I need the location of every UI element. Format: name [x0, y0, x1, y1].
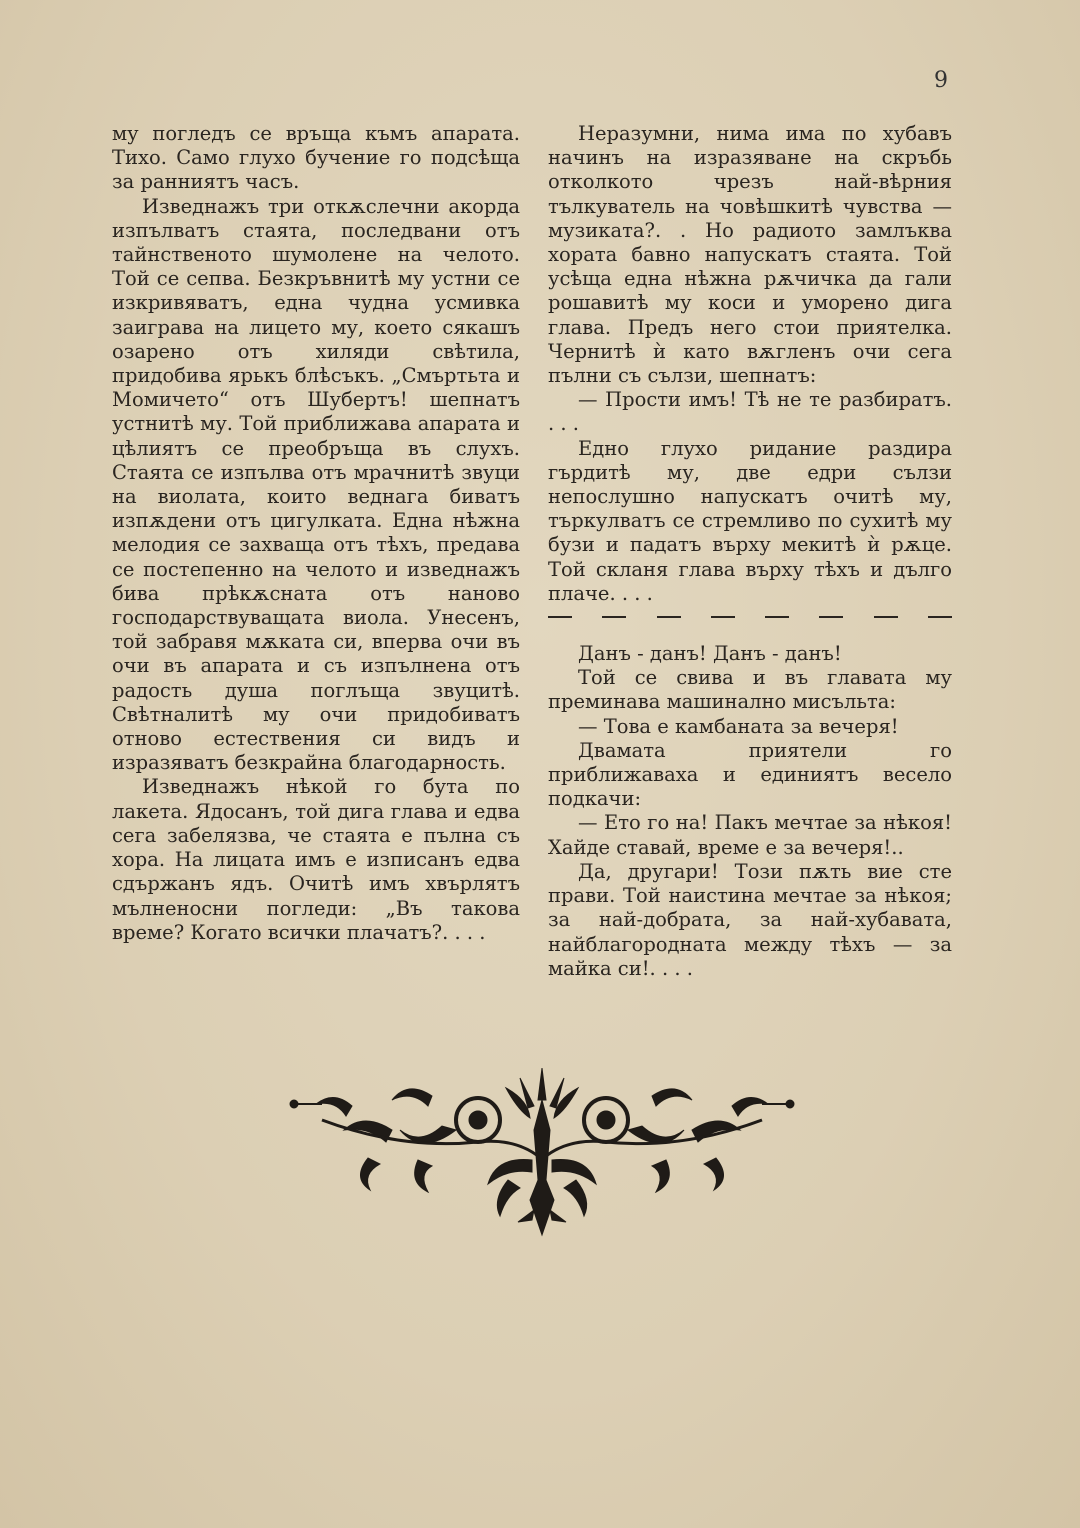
paragraph: Данъ - данъ! Данъ - данъ!	[578, 642, 842, 666]
paragraph: Изведнажъ три откѫслечни акорда изпълватъ стаята, последвани отъ тайнственото шумолене на челото. Той се сепва. Безкръвнитѣ му устни се изкривяватъ, една чудна усмивка заиграва на лицето му, което сякашъ озарено отъ хиляди свѣтила, придобива ярькъ блѣсъкъ. „Смъртьта и Момичето“ отъ Шубертъ! шепнатъ устнитѣ му. Той приближава апарата и цѣлиятъ се преобръща въ слухъ. Стаята се изпълва отъ мрачнитѣ звуци на виолата, които веднага биватъ изпѫдени отъ цигулката. Една нѣжна мелодия се захваща отъ тѣхъ, предава се постепенно на челото и изведнажъ бива прѣкѫсната отъ наново господарствуващата виола. Унесенъ, той забравя мѫката си, вперва очи въ очи въ апарата и съ изпълнена отъ радость душа поглъща звуцитѣ. Свѣтналитѣ му очи придобиватъ отново естествения си видъ и изразяватъ безкрайна благодарность.	[112, 194, 520, 775]
left-column	[112, 122, 520, 945]
dash	[657, 616, 681, 618]
paragraph: Да, другари! Този пѫть вие сте прави. Той наистина мечтае за нѣкоя; за най-добрата, за най-хубавата, найблагородната между тѣхъ — за майка си!. . . .	[548, 859, 952, 980]
floral-vignette-icon	[282, 1060, 802, 1250]
dash	[819, 616, 843, 618]
dash-separator	[548, 616, 952, 618]
paragraph: — Ето го на! Пакъ мечтае за нѣкоя! Хайде ставай, време е за вечеря!..	[548, 811, 952, 859]
paragraph: Едно глухо ридание раздира гърдитѣ му, две едри сълзи непослушно напускатъ очитѣ му, търкулватъ се стремливо по сухитѣ му бузи и падатъ върху мекитѣ ѝ рѫце. Той скланя глава върху тѣхъ и дълго плаче. . . .	[548, 436, 952, 605]
dash	[602, 616, 626, 618]
dash	[548, 616, 572, 618]
right-column	[548, 122, 952, 981]
paragraph: му погледъ се връща къмъ апарата. Тихо. Само глухо бучение го подсѣща за ранниятъ часъ.	[112, 122, 520, 194]
dash	[874, 616, 898, 618]
dash	[711, 616, 735, 618]
paragraph: Неразумни, нима има по хубавъ начинъ на изразяване на скръбь отколкото чрезъ най-вѣрния тълкуватель на човѣшкитѣ чувства — музиката?. . Но радиото замлъква хората бавно напускатъ стаята. Той усѣща една нѣжна рѫчичка да гали рошавитѣ му коси и уморено дига глава. Предъ него стои приятелка. Чернитѣ ѝ като вѫгленъ очи сега пълни съ сълзи, шепнатъ:	[548, 122, 952, 388]
page-number: 9	[934, 68, 948, 93]
dash	[928, 616, 952, 618]
paragraph: — Това е камбаната за вечеря!	[578, 714, 899, 738]
paragraph: Двамата приятели го приближаваха и единиятъ весело подкачи:	[548, 738, 952, 811]
paragraph: — Прости имъ! Тѣ не те разбиратъ. . . .	[548, 388, 952, 436]
dash	[765, 616, 789, 618]
paragraph: Изведнажъ нѣкой го бута по лакета. Ядосанъ, той дига глава и едва сега забелязва, че стаята е пълна съ хора. На лицата имъ е изписанъ едва сдържанъ ядъ. Очитѣ имъ хвърлятъ мълненосни погледи: „Въ такова време? Когато всички плачатъ?. . . .	[112, 775, 520, 944]
paragraph: Той се свива и въ главата му преминава машинално мисъльта:	[548, 666, 952, 714]
